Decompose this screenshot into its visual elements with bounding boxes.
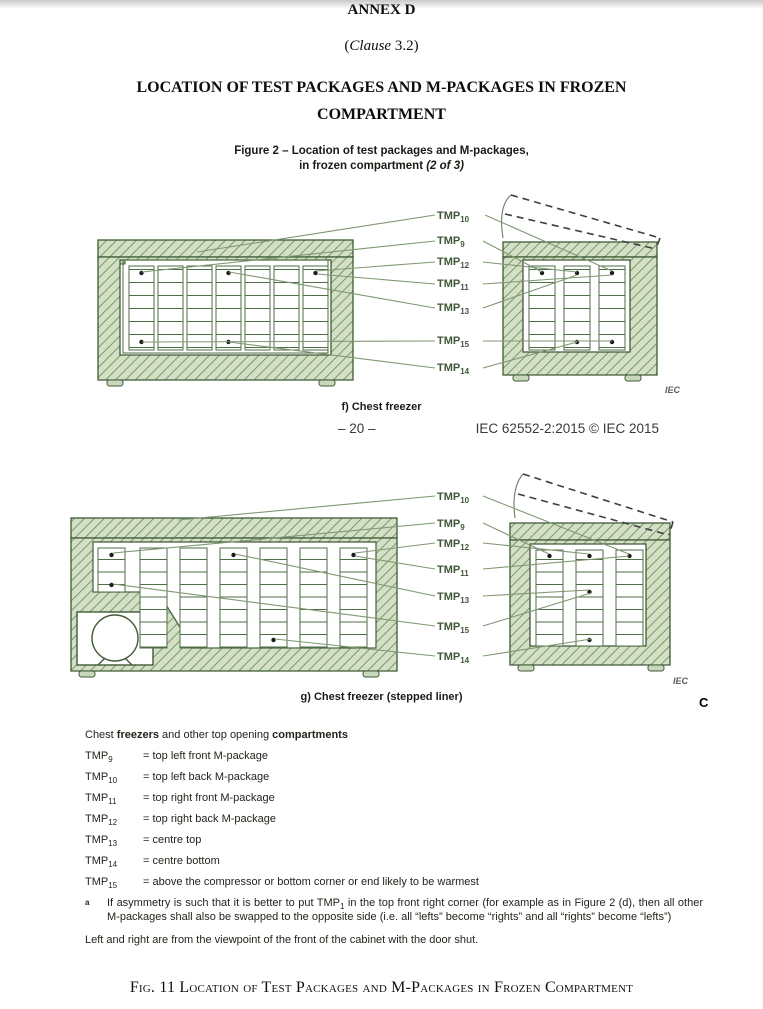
clause-reference: [0, 38, 763, 55]
freezer-lid-side: [510, 523, 670, 540]
document-reference: IEC 62552-2:2015 © IEC 2015: [475, 421, 659, 436]
svg-text:TMP13: $TMP_{13}$: [437, 591, 470, 605]
legend-item-tmp10: [85, 771, 703, 784]
cabinet-feet-side: [518, 665, 664, 671]
cabinet-side-view: [502, 195, 660, 381]
page-title: [0, 74, 763, 128]
cabinet-feet-side: [513, 375, 641, 381]
legend-heading-part4: compartments: [272, 729, 348, 741]
svg-text:TMP15: $TMP_{15}$: [437, 335, 470, 349]
cabinet-side-view: [510, 474, 673, 671]
legend-item-tmp9: [85, 750, 703, 763]
tmp-definition: = centre top: [143, 834, 202, 846]
figure-2-title: [0, 144, 763, 174]
tmp-label: $TMP_9$: [85, 750, 113, 765]
legend-heading-part2: freezers: [116, 729, 159, 741]
page-title-line1: LOCATION OF TEST PACKAGES AND M-PACKAGES IN FROZEN: [136, 79, 627, 96]
svg-text:TMP9: $TMP_9$: [437, 235, 465, 249]
tmp-label: $TMP_{15}$: [85, 876, 118, 891]
figure-2-title-sheet-count: (2 of 3): [426, 160, 464, 172]
cabinet-front-view: [98, 240, 353, 386]
tmp-definition: = top right front M-package: [143, 792, 275, 804]
viewpoint-note: Left and right are from the viewpoint of the front of the cabinet with the door shut.: [85, 934, 479, 946]
tmp-label: $TMP_{13}$: [85, 834, 118, 849]
legend-item-tmp12: [85, 813, 703, 826]
m-package-stacks-side: [536, 550, 643, 646]
iec-source-mark: IEC: [673, 676, 689, 686]
tmp-label: $TMP_{12}$: [85, 813, 118, 828]
svg-text:TMP10: $TMP_{10}$: [437, 491, 470, 505]
m-package-stacks: [129, 266, 328, 350]
svg-text:TMP12: $TMP_{12}$: [437, 538, 470, 552]
clause-word: Clause: [349, 38, 392, 54]
freezer-lid: [71, 518, 397, 538]
svg-text:TMP14: $TMP_{14}$: [437, 362, 470, 376]
svg-text:TMP9: $TMP_9$: [437, 518, 465, 532]
legend-item-tmp14: [85, 855, 703, 868]
tmp-label: $TMP_{11}$: [85, 792, 117, 807]
tmp-definition: = top left front M-package: [143, 750, 269, 762]
tmp-definition: = centre bottom: [143, 855, 220, 867]
figure-f-caption: f) Chest freezer: [341, 401, 422, 413]
cabinet-feet: [79, 671, 379, 677]
fig-11-caption: Fig. 11 Location of Test Packages and M-Packages in Frozen Compartment: [129, 979, 634, 996]
legend-heading: [85, 729, 703, 742]
svg-text:TMP13: $TMP_{13}$: [437, 302, 470, 316]
svg-text:TMP10: $TMP_{10}$: [437, 210, 470, 224]
clause-open: (: [344, 38, 350, 54]
clause-number: 3.2): [391, 38, 419, 54]
cabinet-feet: [107, 380, 335, 386]
page-title-line2: COMPARTMENT: [317, 106, 446, 123]
tmp-definition: = top left back M-package: [143, 771, 270, 783]
tmp-definition: = above the compressor or bottom corner or end likely to be warmest: [143, 876, 479, 888]
annex-title: ANNEX D: [347, 2, 416, 18]
svg-text:TMP12: $TMP_{12}$: [437, 256, 470, 270]
tmp-definition: = top right back M-package: [143, 813, 276, 825]
legend-item-tmp11: [85, 792, 703, 805]
figure-g-stepped-liner-diagram: [63, 460, 763, 695]
footnote-a: [85, 897, 703, 924]
svg-text:TMP11: $TMP_{11}$: [437, 564, 469, 578]
footnote-text: If asymmetry is such that it is better to put $TMP_1$ in the top front right corner (for example as in Figure 2 (d), then all other M-packages shall also be swapped to the opposite side (i.e. all “lefts” become “rights” and all “rights” become “lefts”): [107, 897, 703, 923]
figure-2-title-line2: [0, 159, 763, 174]
svg-text:TMP11: $TMP_{11}$: [437, 278, 469, 292]
compressor: [92, 615, 138, 661]
open-lid-dashed-outline: [502, 195, 660, 249]
svg-text:TMP15: $TMP_{15}$: [437, 621, 470, 635]
legend-heading-part1: Chest: [85, 729, 117, 741]
m-package-stacks-side: [529, 266, 625, 350]
iec-source-mark: IEC: [665, 385, 681, 395]
tmp-label: $TMP_{10}$: [85, 771, 118, 786]
figure-g-caption: g) Chest freezer (stepped liner): [300, 691, 463, 703]
tmp-label: $TMP_{14}$: [85, 855, 118, 870]
legend-block: [85, 729, 703, 947]
figure-f-chest-freezer-diagram: [85, 192, 760, 397]
figure-2-title-line2-text: in frozen compartment: [299, 160, 427, 172]
margin-letter-c: C: [699, 695, 709, 710]
freezer-lid: [98, 240, 353, 257]
tmp-label-column: [437, 210, 470, 376]
svg-text:TMP14: $TMP_{14}$: [437, 651, 470, 665]
legend-item-tmp13: [85, 834, 703, 847]
legend-heading-part3: and other top opening: [159, 729, 273, 741]
footnote-marker: a: [85, 898, 90, 907]
tmp-label-column: [437, 491, 470, 665]
legend-item-tmp15: [85, 876, 703, 889]
figure-2-title-line1: Figure 2 – Location of test packages and M-packages,: [234, 145, 529, 157]
page-number: – 20 –: [338, 421, 376, 436]
